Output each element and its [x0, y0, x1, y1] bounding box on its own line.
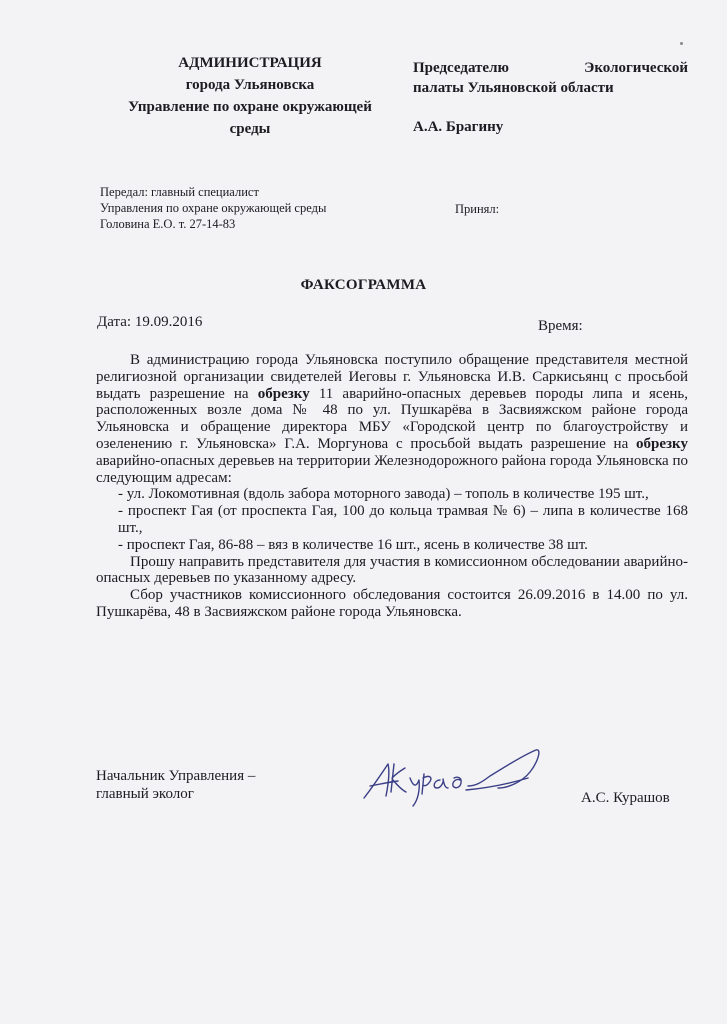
time-label: Время:: [538, 318, 583, 334]
transmitted-by: Передал: главный специалист: [100, 185, 259, 199]
sender-department-cont: среды: [229, 121, 271, 137]
recipient-position: Председателю: [413, 60, 509, 76]
sender-department: Управление по охране окружающей: [128, 99, 372, 115]
body-emphasis: обрезку: [257, 385, 310, 402]
sender-block: [100, 52, 400, 140]
document-date: Дата: 19.09.2016: [97, 314, 203, 330]
recipient-block: [413, 58, 688, 137]
document-title: ФАКСОГРАММА: [300, 277, 427, 293]
body-text: аварийно-опасных деревьев на территории Железнодорожного района города Ульяновска по следующим адресам:: [96, 452, 688, 486]
recipient-title-line: [413, 58, 688, 78]
sender-org-title: АДМИНИСТРАЦИЯ: [178, 55, 322, 71]
body-paragraph-1: [96, 352, 688, 486]
address-item-2: - проспект Гая (от проспекта Гая, 100 до кольца трамвая № 6) – липа в количестве 168 шт.,: [118, 503, 688, 536]
signer-name: А.С. Курашов: [581, 790, 670, 806]
sender-city: города Ульяновска: [185, 77, 315, 93]
address-item-3: - проспект Гая, 86-88 – вяз в количестве 16 шт., ясень в количестве 38 шт.: [118, 536, 588, 553]
signer-position: [96, 767, 255, 803]
transmitted-contact: Головина Е.О. т. 27-14-83: [100, 217, 236, 231]
signer-position-line2: главный эколог: [96, 786, 194, 802]
address-item-1: - ул. Локомотивная (вдоль забора моторного завода) – тополь в количестве 195 шт.,: [118, 486, 649, 503]
body-emphasis: обрезку: [636, 435, 688, 452]
scan-speck: [680, 42, 683, 45]
body-paragraph-2: Прошу направить представителя для участия в комиссионном обследовании аварийно-опасных деревьев по указанному адресу.: [96, 553, 688, 587]
transmitted-dept: Управления по охране окружающей среды: [100, 201, 327, 215]
document-body: [96, 352, 688, 621]
transmitted-block: [100, 184, 326, 232]
handwritten-signature: [358, 742, 550, 812]
body-paragraph-3: Сбор участников комиссионного обследования состоится 26.09.2016 в 14.00 по ул. Пушкарёва, 48 в Засвияжском районе города Ульяновска.: [96, 587, 688, 620]
recipient-org: палаты Ульяновской области: [413, 80, 614, 96]
received-label: Принял:: [455, 202, 500, 216]
body-text: В администрацию города Ульяновска поступило обращение представителя местной религиозной организации свидетелей Иеговы г. Ульяновска И.В. Саркисьянц с просьбой выдать разрешение на: [96, 352, 688, 402]
signer-position-line1: Начальник Управления –: [96, 768, 256, 784]
recipient-name: А.А. Брагину: [413, 119, 504, 135]
recipient-org-word: Экологической: [584, 60, 688, 76]
body-text: 11 аварийно-опасных деревьев породы липа и ясень, расположенных возле дома № 48 по ул. Пушкарёва в Засвияжском районе города Ульяновска и обращение директора МБУ «Городской центр по благоустройству и озеленению г. Ульяновска» Г.А. Моргунова с просьбой выдать разрешение на: [96, 385, 689, 452]
